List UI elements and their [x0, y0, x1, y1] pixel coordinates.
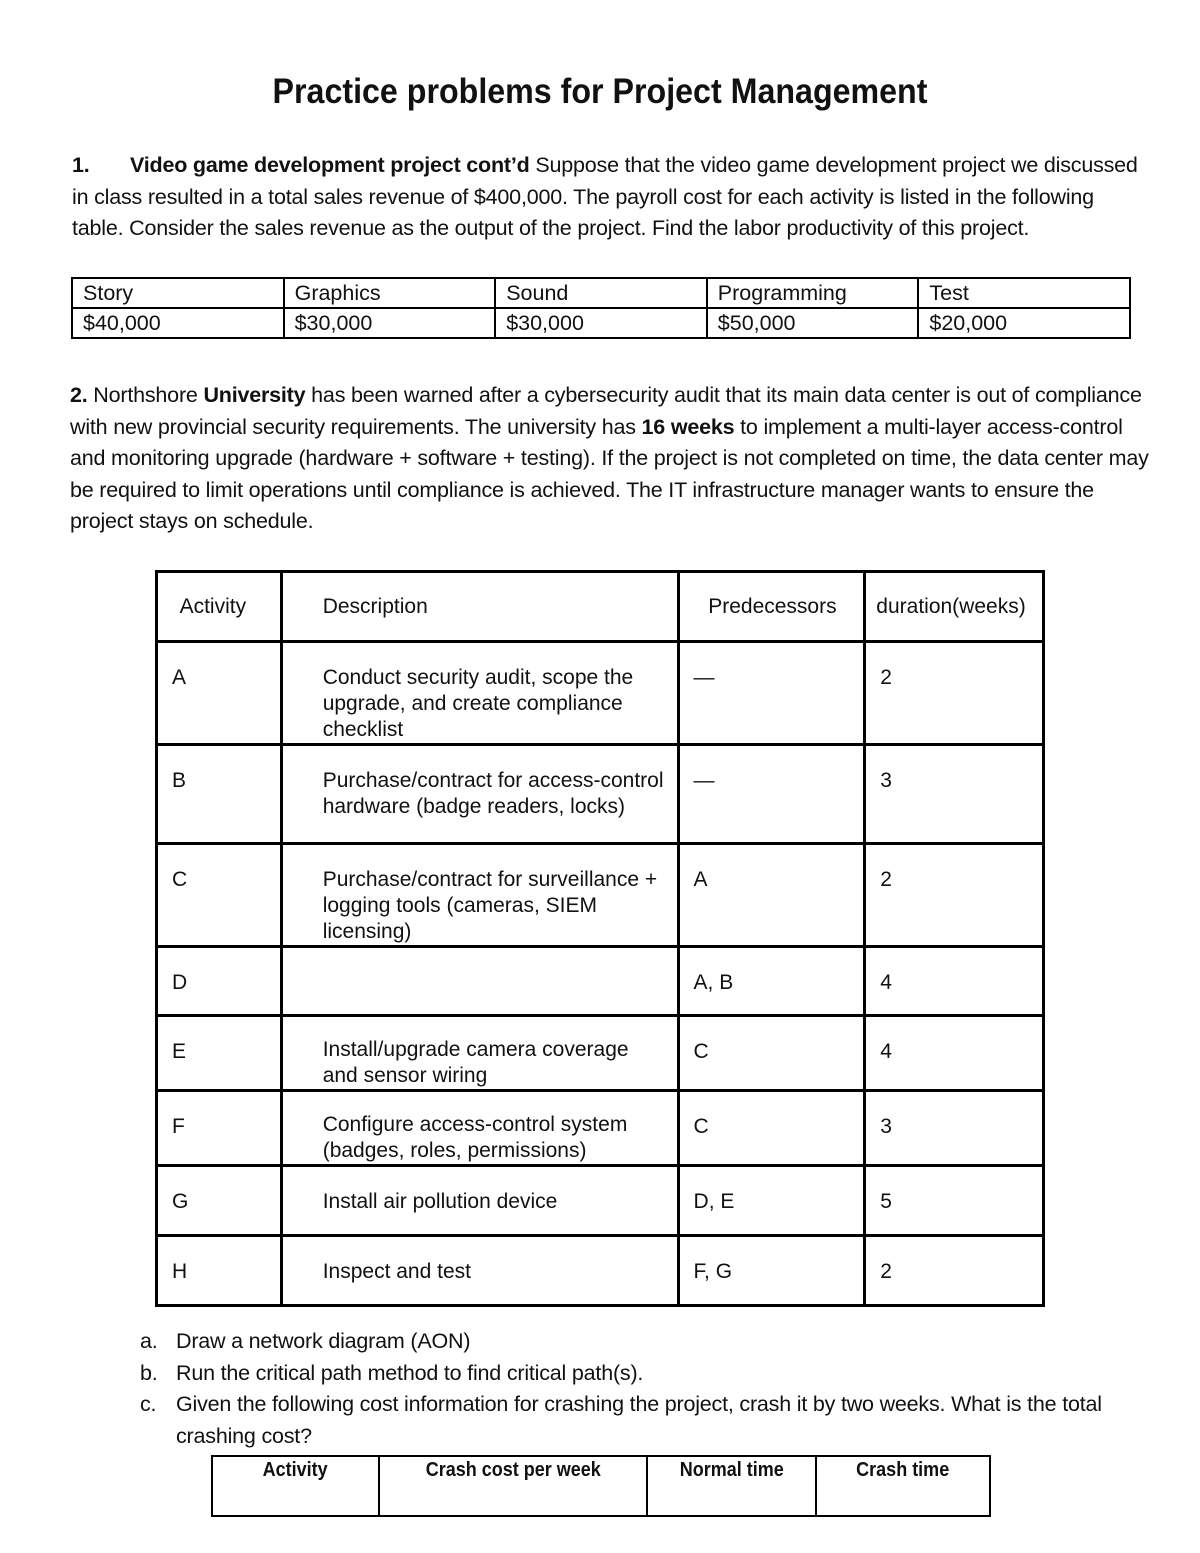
question-1	[72, 150, 1142, 245]
description-cell: Inspect and test	[281, 1236, 678, 1306]
description-cell: Configure access-control system (badges, roles, permissions)	[281, 1091, 678, 1166]
question-text: has been warned after a cybersecurity audit that its main data center is out of compliance with new provincial security requirements. The university has	[70, 383, 1142, 439]
table-header	[816, 1456, 990, 1516]
table-cell: Test	[918, 278, 1130, 308]
duration-cell: 2	[865, 1236, 1044, 1306]
crash-cost-table	[211, 1455, 991, 1517]
description-cell: Install/upgrade camera coverage and sensor wiring	[281, 1016, 678, 1091]
subquestion-label: a.	[140, 1329, 158, 1353]
table-cell: $20,000	[918, 308, 1130, 338]
question-emphasis: University	[203, 383, 306, 407]
table-header	[379, 1456, 647, 1516]
predecessors-cell: —	[678, 642, 865, 745]
question-text: Northshore	[87, 383, 204, 407]
table-header: duration(weeks)	[865, 572, 1044, 642]
description-cell: Conduct security audit, scope the upgrade, and create compliance checklist	[281, 642, 678, 745]
duration-cell: 3	[865, 1091, 1044, 1166]
table-cell: Story	[72, 278, 284, 308]
table-header: Predecessors	[678, 572, 865, 642]
activity-cell: C	[157, 844, 282, 947]
table-header: Description	[281, 572, 678, 642]
table-row	[157, 947, 1044, 1016]
table-row	[157, 1166, 1044, 1236]
activity-cell: F	[157, 1091, 282, 1166]
table-row	[157, 1236, 1044, 1306]
predecessors-cell: F, G	[678, 1236, 865, 1306]
header-label: Activity	[262, 1459, 329, 1481]
predecessors-cell: A, B	[678, 947, 865, 1016]
question-2	[70, 380, 1150, 538]
activity-cell: A	[157, 642, 282, 745]
table-row	[157, 1016, 1044, 1091]
table-cell: $30,000	[495, 308, 707, 338]
duration-cell: 3	[865, 745, 1044, 844]
table-header	[212, 1456, 379, 1516]
table-header: Activity	[157, 572, 282, 642]
duration-cell: 2	[865, 642, 1044, 745]
table-cell: $50,000	[707, 308, 919, 338]
duration-cell: 4	[865, 1016, 1044, 1091]
question-heading: Video game development project cont’d	[130, 153, 530, 177]
subquestion-item	[140, 1389, 1140, 1452]
subquestion-text: Run the critical path method to find critical path(s).	[176, 1360, 644, 1385]
description-cell: Purchase/contract for access-control hardware (badge readers, locks)	[281, 745, 678, 844]
subquestion-label: b.	[140, 1360, 158, 1385]
predecessors-cell: —	[678, 745, 865, 844]
table-cell: $40,000	[72, 308, 284, 338]
description-cell: Install air pollution device	[281, 1166, 678, 1236]
question-number: 1.	[72, 153, 90, 177]
table-header-row	[212, 1456, 990, 1516]
predecessors-cell: A	[678, 844, 865, 947]
table-row	[157, 844, 1044, 947]
description-cell: Purchase/contract for surveillance + logging tools (cameras, SIEM licensing)	[281, 844, 678, 947]
duration-cell: 4	[865, 947, 1044, 1016]
question-text: Suppose that the video game development project we discussed in class resulted in a total sales revenue of $400,000. The payroll cost for each activity is listed in the following table. Consider the sales revenue as the output of the project. Find the labor productivity of this project.	[72, 153, 1138, 240]
activity-cell: G	[157, 1166, 282, 1236]
header-label: Normal time	[679, 1459, 784, 1481]
page-title: Practice problems for Project Management	[272, 72, 928, 111]
question-number: 2.	[70, 383, 88, 407]
predecessors-cell: C	[678, 1091, 865, 1166]
subquestion-item	[140, 1326, 1140, 1358]
predecessors-cell: C	[678, 1016, 865, 1091]
subquestion-text: Draw a network diagram (AON)	[176, 1329, 471, 1353]
duration-cell: 2	[865, 844, 1044, 947]
table-row	[157, 745, 1044, 844]
table-cell: Programming	[707, 278, 919, 308]
subquestion-text: Given the following cost information for crashing the project, crash it by two weeks. What is the total crashing cost?	[176, 1392, 1102, 1448]
payroll-table	[71, 277, 1131, 339]
question-text: to implement a multi-layer access-control and monitoring upgrade (hardware + software + testing). If the project is not completed on time, the data center may be required to limit operations until compliance is achieved. The IT infrastructure manager wants to ensure the project stays on schedule.	[70, 414, 1149, 533]
activity-cell: H	[157, 1236, 282, 1306]
table-header-row	[72, 278, 1130, 308]
table-header	[647, 1456, 816, 1516]
header-label: Crash cost per week	[425, 1459, 601, 1481]
question-emphasis: 16 weeks	[641, 414, 735, 439]
table-header-row	[157, 572, 1044, 642]
description-cell	[281, 947, 678, 1016]
activity-cell: B	[157, 745, 282, 844]
table-cell: $30,000	[284, 308, 496, 338]
activity-cell: E	[157, 1016, 282, 1091]
activity-table	[155, 570, 1045, 1307]
table-row	[157, 642, 1044, 745]
table-cell: Sound	[495, 278, 707, 308]
table-row	[157, 1091, 1044, 1166]
subquestion-label: c.	[140, 1392, 157, 1416]
table-cell: Graphics	[284, 278, 496, 308]
subquestion-list	[140, 1326, 1140, 1452]
activity-cell: D	[157, 947, 282, 1016]
header-label: Crash time	[856, 1459, 950, 1481]
table-row	[72, 308, 1130, 338]
subquestion-item	[140, 1358, 1140, 1390]
predecessors-cell: D, E	[678, 1166, 865, 1236]
duration-cell: 5	[865, 1166, 1044, 1236]
